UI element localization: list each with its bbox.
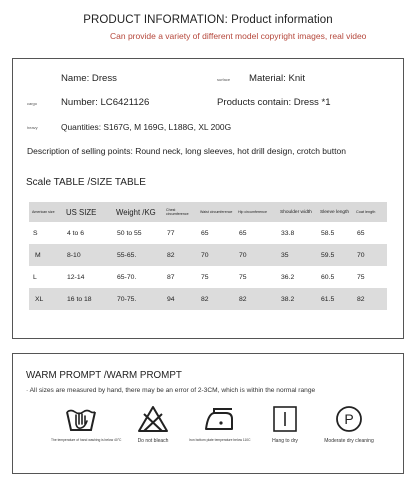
product-name: Name: Dress — [61, 73, 117, 84]
cell-hip: 75 — [239, 273, 247, 281]
cell-us-size: 12-14 — [67, 273, 85, 281]
cell-weight: 65-70. — [117, 273, 137, 281]
header-us-size: US SIZE — [63, 202, 113, 222]
care-caption: Moderate dry cleaning — [324, 438, 374, 444]
care-caption: Iron bottom plate temperature below 110C — [189, 438, 251, 442]
cell-hip: 82 — [235, 288, 277, 310]
product-quantities: Quantities: S167G, M 169G, L188G, XL 200G — [61, 122, 232, 132]
cell-weight: 70-75. — [113, 288, 163, 310]
surface-label: surface — [217, 77, 231, 82]
care-caption: Do not bleach — [137, 438, 169, 444]
size-table-header — [29, 202, 387, 222]
table-row — [29, 244, 387, 266]
product-info-panel — [12, 58, 404, 339]
care-hang-dry — [255, 404, 315, 444]
cell-size: L — [33, 273, 37, 281]
cell-size: S — [33, 229, 38, 237]
hang-dry-icon — [270, 404, 300, 434]
header-sleeve: Sleeve length — [317, 202, 353, 222]
size-table — [29, 202, 387, 310]
cell-waist: 75 — [201, 273, 209, 281]
header-chest: Chest circumference — [163, 202, 197, 222]
product-number: Number: LC6421126 — [61, 97, 150, 108]
cell-us-size: 4 to 6 — [67, 229, 85, 237]
cell-hip: 70 — [235, 244, 277, 266]
header-american-size: American size — [29, 202, 63, 222]
cell-sleeve: 59.5 — [317, 244, 353, 266]
iron-icon — [202, 404, 236, 434]
measurement-note: · All sizes are measured by hand, there may be an error of 2-3CM, which is within the normal range — [26, 387, 316, 394]
cell-sleeve: 61.5 — [317, 288, 353, 310]
care-caption: Hang to dry — [272, 438, 298, 444]
cell-shoulder: 35 — [277, 244, 317, 266]
cell-hip: 65 — [239, 229, 247, 237]
cell-shoulder: 36.2 — [281, 273, 295, 281]
selling-points: Description of selling points: Round neck, long sleeves, hot drill design, crotch button — [27, 146, 346, 156]
product-material: Material: Knit — [249, 73, 305, 84]
cell-shoulder: 38.2 — [277, 288, 317, 310]
cell-sleeve: 58.5 — [321, 229, 335, 237]
warm-prompt-title: WARM PROMPT /WARM PROMPT — [26, 370, 182, 381]
header-coat: Coat length — [353, 202, 387, 222]
cell-sleeve: 60.5 — [321, 273, 335, 281]
cell-waist: 65 — [201, 229, 209, 237]
warm-prompt-panel — [12, 353, 404, 474]
cargo-label: cargo — [27, 101, 38, 106]
care-dry-clean — [319, 404, 379, 444]
cell-chest: 82 — [163, 244, 197, 266]
header-waist: Waist circumference — [197, 202, 235, 222]
cell-chest: 87 — [167, 273, 175, 281]
table-row — [29, 266, 387, 288]
header-weight: Weight /KG — [113, 202, 163, 222]
cell-shoulder: 33.8 — [281, 229, 295, 237]
cell-chest: 94 — [163, 288, 197, 310]
cell-coat: 75 — [357, 273, 365, 281]
care-no-bleach — [123, 404, 183, 444]
cell-size: M — [29, 244, 63, 266]
heavy-label: heavy — [27, 125, 38, 130]
cell-weight: 55-65. — [113, 244, 163, 266]
cell-us-size: 16 to 18 — [63, 288, 113, 310]
page-subtitle: Can provide a variety of different model copyright images, real video — [110, 31, 367, 41]
header-shoulder: Shoulder width — [277, 202, 317, 222]
care-iron — [189, 404, 249, 442]
no-bleach-icon — [137, 404, 169, 434]
table-row — [29, 288, 387, 310]
product-contains: Products contain: Dress *1 — [217, 97, 331, 108]
cell-chest: 77 — [167, 229, 175, 237]
cell-us-size: 8-10 — [63, 244, 113, 266]
header — [0, 14, 416, 41]
cell-weight: 50 to 55 — [117, 229, 142, 237]
page-title: PRODUCT INFORMATION: Product information — [83, 14, 333, 26]
size-table-title: Scale TABLE /SIZE TABLE — [26, 177, 146, 188]
header-hip: Hip circumference — [235, 202, 277, 222]
dry-clean-icon — [333, 404, 365, 434]
table-row — [29, 222, 387, 244]
cell-coat: 82 — [353, 288, 387, 310]
hand-wash-icon — [64, 404, 98, 434]
cell-waist: 82 — [197, 288, 235, 310]
svg-text:P: P — [344, 411, 354, 427]
cell-waist: 70 — [197, 244, 235, 266]
care-hand-wash — [51, 404, 122, 442]
care-caption: The temperature of hand washing is below 40°C — [51, 438, 122, 442]
cell-coat: 65 — [357, 229, 365, 237]
cell-coat: 70 — [353, 244, 387, 266]
cell-size: XL — [29, 288, 63, 310]
